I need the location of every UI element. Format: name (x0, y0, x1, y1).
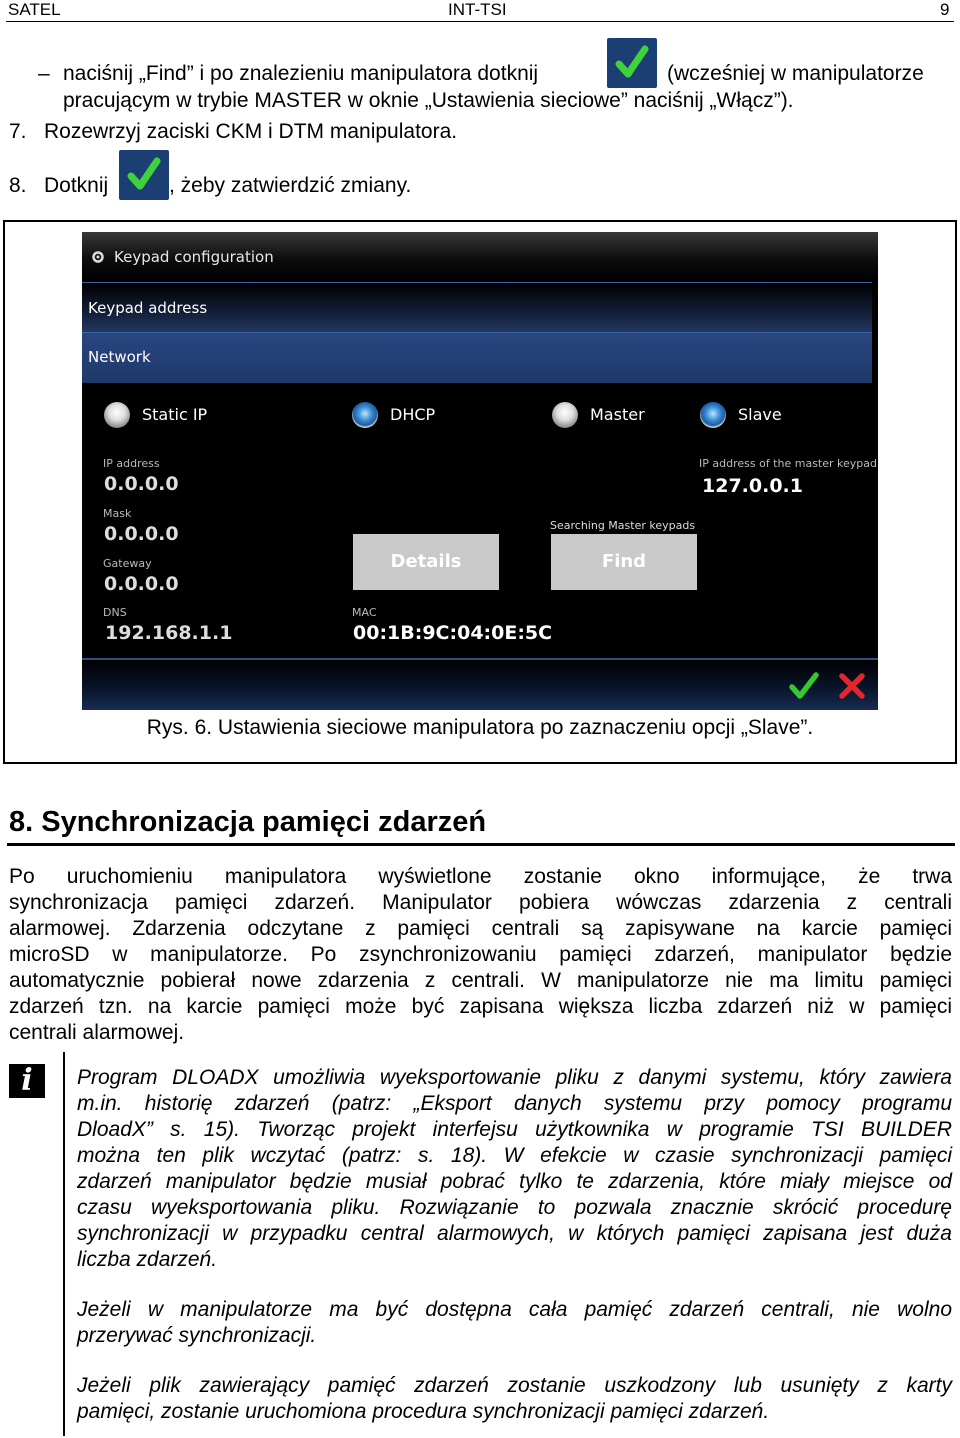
note-rule (63, 1052, 65, 1436)
gear-icon (91, 250, 105, 264)
network-label: Network (88, 348, 151, 366)
master-ip-value[interactable]: 127.0.0.1 (702, 475, 803, 497)
mac-value: 00:1B:9C:04:0E:5C (353, 622, 553, 644)
confirm-icon (119, 150, 169, 200)
radio-master-indicator (552, 402, 578, 428)
checkmark-icon[interactable] (788, 670, 820, 702)
dns-value[interactable]: 192.168.1.1 (105, 622, 233, 644)
info-icon: i (9, 1064, 45, 1098)
figure-caption: Rys. 6. Ustawienia sieciowe manipulatora po zaznaczeniu opcji „Slave”. (146, 716, 814, 739)
keypad-address-label: Keypad address (88, 299, 208, 317)
note-line: zdarzeń manipulator będzie musiał pobrać tylko te zdarzenia, które miały miejsce od (77, 1170, 952, 1193)
step-8-number: 8. (9, 174, 27, 197)
searching-label: Searching Master keypads (550, 519, 696, 532)
section-title: Synchronizacja pamięci zdarzeń (41, 806, 487, 838)
details-button[interactable]: Details (353, 534, 499, 590)
note-line: DloadX” s. 15). Tworząc projekt interfejsu użytkownika w programie TSI BUILDER (77, 1118, 952, 1141)
note-line: Program DLOADX umożliwia wyeksportowanie pliku z danymi systemu, który zawiera (77, 1066, 952, 1089)
master-ip-label: IP address of the master keypad (699, 457, 877, 470)
section-rule (7, 843, 955, 846)
paragraph-line: centrali alarmowej. (9, 1021, 185, 1044)
note-line: liczba zdarzeń. (77, 1248, 218, 1271)
note-line: pamięci, zostanie uruchomiona procedura synchronizacji pamięci zdarzeń. (77, 1400, 770, 1423)
note-line: m.in. historię zdarzeń (patrz: „Eksport danych systemu przy pomocy programu (77, 1092, 952, 1115)
ip-address-label: IP address (103, 457, 160, 470)
paragraph-line: alarmowej. Zdarzenia odczytane z pamięci centrali są zapisywane na karcie pamięci (9, 917, 952, 940)
paragraph-line: Po uruchomieniu manipulatora wyświetlone zostanie okno informujące, że trwa (9, 865, 952, 888)
paragraph-line: synchronizacja pamięci zdarzeń. Manipulator pobiera wówczas zdarzenia z centrali (9, 891, 952, 914)
mask-value[interactable]: 0.0.0.0 (104, 523, 179, 545)
paragraph-line: automatycznie pobierał nowe zdarzenia z centrali. W manipulatorze nie ma limitu pamięci (9, 969, 952, 992)
mac-label: MAC (352, 606, 377, 619)
note-line: czasu wyeksportowania pliku. Rozwiązanie to pozwala znacznie skrócić procedurę (77, 1196, 952, 1219)
screen-title-bar (82, 232, 878, 282)
radio-master-label: Master (590, 405, 645, 424)
mask-label: Mask (103, 507, 132, 520)
section-heading (9, 806, 486, 839)
step-7-number: 7. (9, 120, 27, 143)
bullet-dash: – (38, 62, 50, 85)
step-8-text: Dotknij (44, 174, 109, 197)
radio-dhcp-label: DHCP (390, 405, 436, 424)
keypad-screenshot (82, 232, 878, 710)
note-line: synchronizacji w przypadku central alarmowych, w których pamięci zapisana jest duża (77, 1222, 952, 1245)
section-number: 8. (9, 806, 34, 838)
step-8-text-cont: , żeby zatwierdzić zmiany. (169, 174, 412, 197)
step-7-text: Rozewrzyj zaciski CKM i DTM manipulatora. (44, 120, 458, 143)
paragraph-line: microSD w manipulatorze. Po zsynchronizowaniu pamięci zdarzeń, manipulator będzie (9, 943, 952, 966)
note-line: Jeżeli w manipulatorze ma być dostępna cała pamięć zdarzeń centrali, nie wolno (77, 1298, 952, 1321)
keypad-address-row[interactable] (82, 282, 872, 332)
header-brand: SATEL (8, 0, 61, 19)
ip-address-value[interactable]: 0.0.0.0 (104, 473, 179, 495)
page-header (0, 0, 960, 22)
header-title: INT-TSI (448, 0, 507, 19)
find-instruction-line2: pracującym w trybie MASTER w oknie „Ustawienia sieciowe” naciśnij „Włącz”). (63, 89, 794, 112)
note-paragraph-2 (77, 1297, 952, 1349)
dns-label: DNS (103, 606, 127, 619)
header-page-number: 9 (940, 0, 950, 19)
radio-static-ip-indicator (104, 402, 130, 428)
screen-title: Keypad configuration (114, 248, 274, 266)
radio-slave-label: Slave (738, 405, 782, 424)
note-paragraph-3 (77, 1373, 952, 1425)
note-line: przerywać synchronizacji. (77, 1324, 317, 1347)
note-line: można ten plik wczytać (patrz: s. 18). W efekcie w czasie synchronizacji pamięci (77, 1144, 952, 1167)
gateway-value[interactable]: 0.0.0.0 (104, 573, 179, 595)
section-paragraph (9, 864, 952, 1046)
find-instruction: naciśnij „Find” i po znalezieniu manipulatora dotknij (63, 62, 539, 85)
note-line: Jeżeli plik zawierający pamięć zdarzeń zostanie uszkodzony lub usunięty z karty (77, 1374, 952, 1397)
screen-bottom-bar (82, 658, 878, 710)
radio-dhcp-indicator (352, 402, 378, 428)
ok-button-icon (607, 38, 657, 88)
cross-icon[interactable] (838, 672, 866, 700)
note-paragraph-1 (77, 1065, 952, 1273)
find-button[interactable]: Find (551, 534, 697, 590)
find-instruction-cont: (wcześniej w manipulatorze (667, 62, 924, 85)
header-rule (6, 21, 954, 22)
radio-slave-indicator (700, 402, 726, 428)
network-row[interactable] (82, 332, 872, 383)
paragraph-line: zdarzeń tzn. na karcie pamięci może być zapisana większa liczba zdarzeń niż w pamięci (9, 995, 952, 1018)
radio-static-ip-label: Static IP (142, 405, 208, 424)
gateway-label: Gateway (103, 557, 152, 570)
